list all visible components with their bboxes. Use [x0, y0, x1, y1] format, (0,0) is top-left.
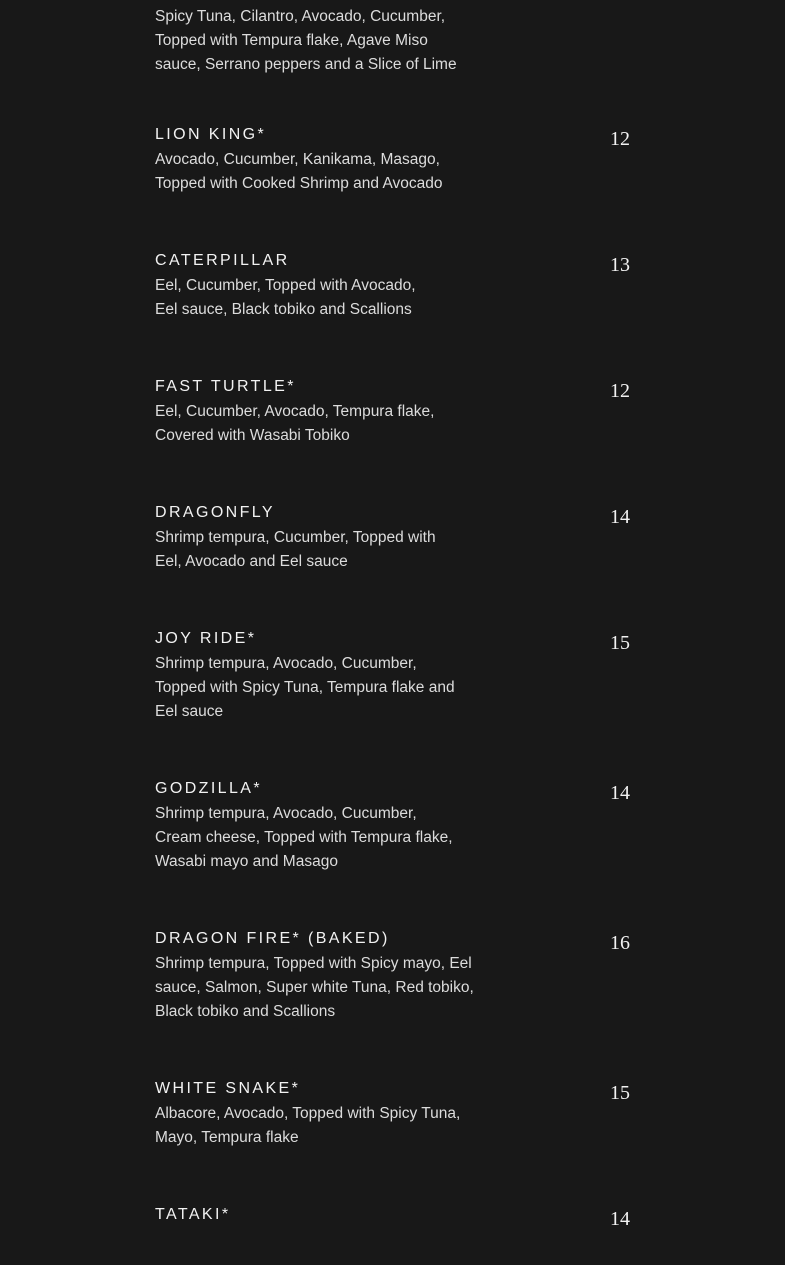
menu-item-name: LION KING* [155, 126, 267, 143]
menu-item-name: FAST TURTLE* [155, 378, 296, 395]
description-line: Black tobiko and Scallions [155, 1003, 336, 1020]
menu-item-name: WHITE SNAKE* [155, 1080, 301, 1097]
menu-item-name: TATAKI* [155, 1206, 231, 1223]
menu-item-description [155, 274, 505, 322]
description-line: Avocado, Cucumber, Kanikama, Masago, [155, 151, 440, 168]
menu-item-price: 15 [610, 632, 630, 654]
menu-item-description [155, 5, 505, 77]
description-line: Shrimp tempura, Avocado, Cucumber, [155, 655, 417, 672]
menu-item-description [155, 400, 505, 448]
menu-item-price: 12 [610, 128, 630, 150]
description-line: Topped with Tempura flake, Agave Miso [155, 32, 428, 49]
menu-item-price: 16 [610, 932, 630, 954]
description-line: sauce, Salmon, Super white Tuna, Red tobiko, [155, 979, 474, 996]
menu-item-price: 14 [610, 1208, 630, 1230]
description-line: Shrimp tempura, Topped with Spicy mayo, Eel [155, 955, 472, 972]
menu-item-name: JOY RIDE* [155, 630, 257, 647]
description-line: Covered with Wasabi Tobiko [155, 427, 350, 444]
description-line: Shrimp tempura, Cucumber, Topped with [155, 529, 436, 546]
description-line: Albacore, Avocado, Topped with Spicy Tuna, [155, 1105, 461, 1122]
menu-item-description [155, 802, 505, 874]
description-line: Eel, Cucumber, Avocado, Tempura flake, [155, 403, 435, 420]
menu-item-description [155, 952, 505, 1024]
menu-item-price: 15 [610, 1082, 630, 1104]
menu-item-name: DRAGONFLY [155, 504, 275, 521]
menu-item-name: CATERPILLAR [155, 252, 290, 269]
menu-item-price: 13 [610, 254, 630, 276]
menu-item-price: 12 [610, 380, 630, 402]
description-line: sauce, Serrano peppers and a Slice of Lime [155, 56, 457, 73]
description-line: Spicy Tuna, Cilantro, Avocado, Cucumber, [155, 8, 446, 25]
description-line: Topped with Cooked Shrimp and Avocado [155, 175, 443, 192]
menu-item-name: GODZILLA* [155, 780, 262, 797]
description-line: Topped with Spicy Tuna, Tempura flake and [155, 679, 455, 696]
description-line: Eel sauce, Black tobiko and Scallions [155, 301, 412, 318]
menu-item-price: 14 [610, 782, 630, 804]
description-line: Shrimp tempura, Avocado, Cucumber, [155, 805, 417, 822]
menu-item-description [155, 652, 505, 724]
description-line: Mayo, Tempura flake [155, 1129, 299, 1146]
description-line: Cream cheese, Topped with Tempura flake, [155, 829, 453, 846]
description-line: Eel, Avocado and Eel sauce [155, 553, 348, 570]
menu-item-description [155, 1102, 505, 1150]
description-line: Wasabi mayo and Masago [155, 853, 338, 870]
description-line: Eel sauce [155, 703, 224, 720]
description-line: Eel, Cucumber, Topped with Avocado, [155, 277, 416, 294]
menu-item-description [155, 148, 505, 196]
menu-item-description [155, 526, 505, 574]
menu-item-name: DRAGON FIRE* (BAKED) [155, 930, 390, 947]
menu-item-price: 14 [610, 506, 630, 528]
